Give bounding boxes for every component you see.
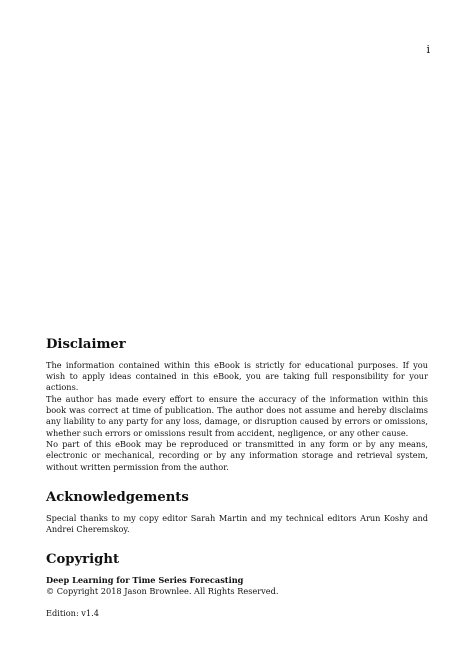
copyright-heading: Copyright <box>46 552 120 568</box>
edition-label: Edition: v1.4 <box>46 607 99 618</box>
book-title: Deep Learning for Time Series Forecasting <box>46 575 244 586</box>
page-number: i <box>426 43 430 56</box>
disclaimer-heading: Disclaimer <box>46 337 126 352</box>
disclaimer-section <box>46 337 428 473</box>
front-matter <box>46 337 428 636</box>
acknowledgements-text: Special thanks to my copy editor Sarah Martin and my technical editors Arun Koshy and Andrei Cheremskoy. <box>46 512 428 534</box>
acknowledgements-heading: Acknowledgements <box>46 489 189 505</box>
copyright-section <box>46 552 428 619</box>
disclaimer-paragraph-2: The author has made every effort to ensure the accuracy of the information within this book was correct at time of publication. The author does not assume and hereby disclaims any liability to any party for any loss, damage, or disruption caused by errors or omissions, whether such errors or omissions result from accident, negligence, or any other cause. <box>46 393 428 438</box>
copyright-notice: © Copyright 2018 Jason Brownlee. All Rights Reserved. <box>46 586 279 597</box>
disclaimer-paragraph-3: No part of this eBook may be reproduced or transmitted in any form or by any means, electronic or mechanical, recording or by any information storage and retrieval system, without written permission from the author. <box>46 438 428 472</box>
acknowledgements-section <box>46 490 428 535</box>
disclaimer-paragraph-1: The information contained within this eBook is strictly for educational purposes. If you wish to apply ideas contained in this eBook, you are taking full responsibility for your actions. <box>46 359 428 393</box>
